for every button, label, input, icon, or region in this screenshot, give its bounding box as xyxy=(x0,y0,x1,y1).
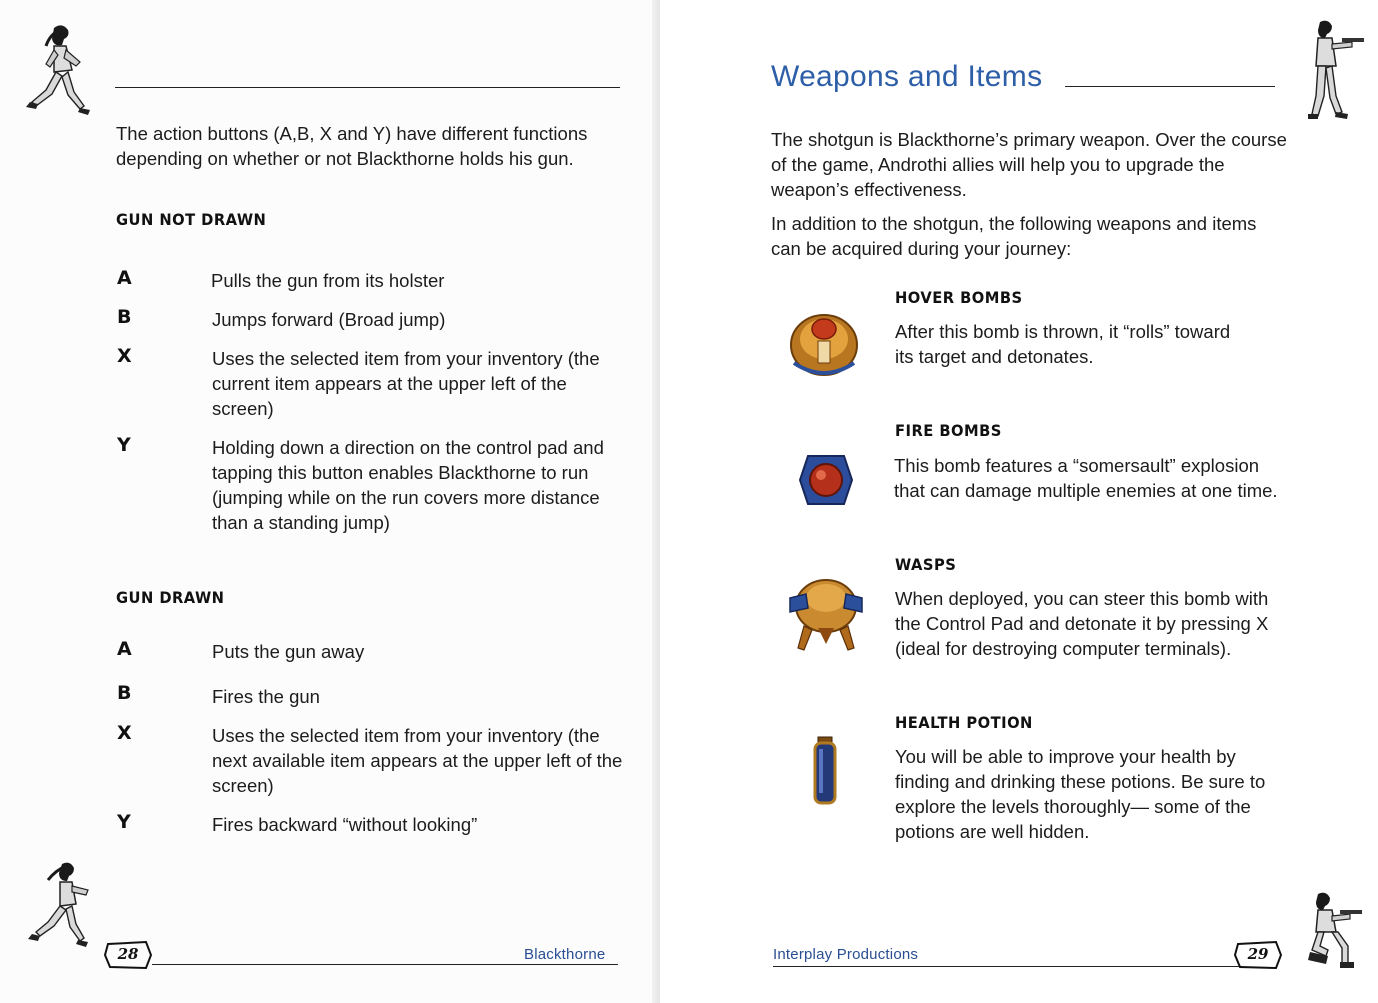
button-a-label: A xyxy=(117,267,132,289)
page-number: 28 xyxy=(117,945,139,963)
blackthorne-aiming-icon xyxy=(1306,18,1366,122)
button-y-description: Holding down a direction on the control pad and tapping this button enables Blackthorne to run (jumping while on the run covers more distance than a standing jump) xyxy=(212,437,604,533)
hover-bomb-icon xyxy=(788,305,860,381)
drawn-button-y-label: Y xyxy=(117,811,131,833)
fire-bombs-heading: FIRE BOMBS xyxy=(895,421,1002,440)
drawn-button-x-description: Uses the selected item from your inventory (the next available item appears at the upper left of the screen) xyxy=(212,725,623,796)
page-number-badge xyxy=(1234,940,1282,970)
hover-bombs-description: After this bomb is thrown, it “rolls” toward its target and detonates. xyxy=(895,321,1231,367)
drawn-button-y-description: Fires backward “without looking” xyxy=(212,814,478,835)
footer-rule xyxy=(773,966,1243,967)
button-b-label: B xyxy=(117,306,132,328)
footer-title: Blackthorne xyxy=(524,946,606,963)
gun-not-drawn-heading: GUN NOT DRAWN xyxy=(116,210,267,229)
button-x-label: X xyxy=(117,345,132,367)
left-page xyxy=(0,0,660,1003)
title-rule xyxy=(1065,86,1275,87)
page-number-badge xyxy=(104,940,152,970)
fire-bombs-description: This bomb features a “somersault” explosion that can damage multiple enemies at one time. xyxy=(894,455,1278,501)
page-number: 29 xyxy=(1247,945,1269,963)
right-page xyxy=(660,0,1378,1003)
drawn-button-a-label: A xyxy=(117,638,132,660)
wasp-icon xyxy=(784,570,868,654)
intro-paragraph-2: In addition to the shotgun, the following weapons and items can be acquired during your journey: xyxy=(771,213,1257,259)
wasps-description: When deployed, you can steer this bomb with the Control Pad and detonate it by pressing X (ideal for destroying computer terminals). xyxy=(895,588,1269,659)
health-potion-description: You will be able to improve your health by finding and drinking these potions. Be sure to explore the levels thoroughly— some of the potions are well hidden. xyxy=(895,746,1266,842)
health-potion-heading: HEALTH POTION xyxy=(895,713,1033,732)
button-x-description: Uses the selected item from your inventory (the current item appears at the upper left of the screen) xyxy=(212,348,600,419)
blackthorne-running-icon xyxy=(28,860,100,950)
footer-publisher: Interplay Productions xyxy=(773,946,919,963)
intro-paragraph-1: The shotgun is Blackthorne’s primary weapon. Over the course of the game, Androthi allies will help you to upgrade the weapon’s effectiveness. xyxy=(771,129,1287,200)
health-potion-icon xyxy=(810,735,840,807)
wasps-heading: WASPS xyxy=(895,555,957,574)
footer-rule xyxy=(152,964,618,965)
page-title: Weapons and Items xyxy=(771,60,1043,93)
drawn-button-b-description: Fires the gun xyxy=(212,686,320,707)
blackthorne-running-icon xyxy=(24,22,96,120)
button-b-description: Jumps forward (Broad jump) xyxy=(212,309,446,330)
button-a-description: Pulls the gun from its holster xyxy=(211,270,445,291)
drawn-button-x-label: X xyxy=(117,722,132,744)
blackthorne-kneeling-icon xyxy=(1308,890,1364,970)
intro-paragraph: The action buttons (A,B, X and Y) have different functions depending on whether or not Blackthorne holds his gun. xyxy=(116,123,588,169)
button-y-label: Y xyxy=(117,434,131,456)
gun-drawn-heading: GUN DRAWN xyxy=(116,588,225,607)
header-rule xyxy=(115,87,620,88)
hover-bombs-heading: HOVER BOMBS xyxy=(895,288,1023,307)
drawn-button-b-label: B xyxy=(117,682,132,704)
fire-bomb-icon xyxy=(798,450,854,510)
drawn-button-a-description: Puts the gun away xyxy=(212,641,365,662)
